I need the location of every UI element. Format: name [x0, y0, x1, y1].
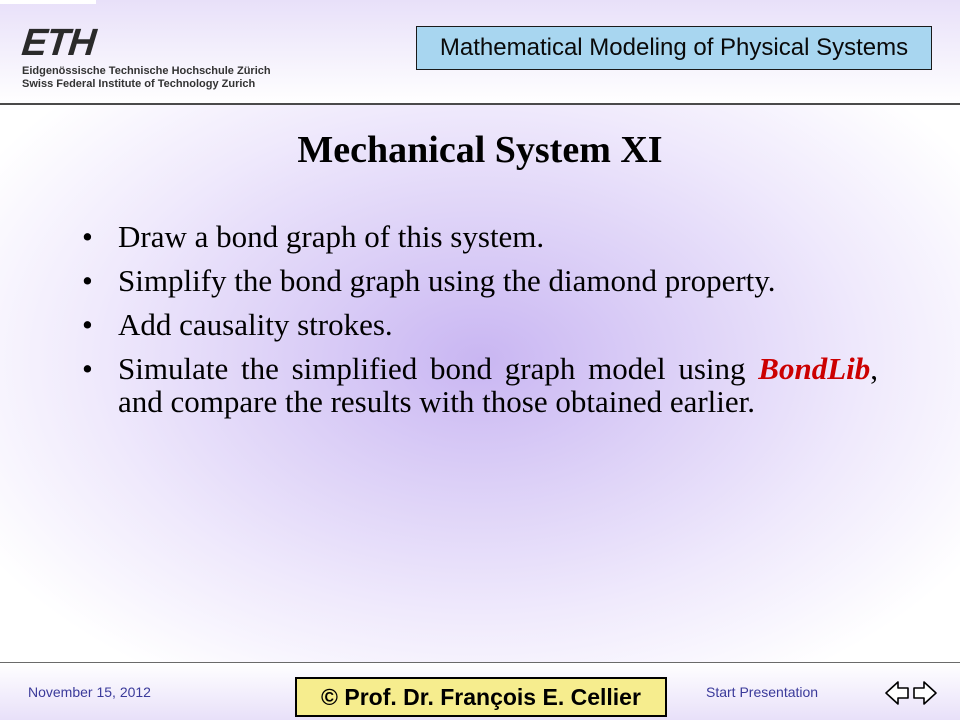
course-title-box	[416, 26, 932, 70]
bondlib-emphasis: BondLib	[758, 351, 871, 386]
navigation-arrows	[884, 678, 938, 708]
arrow-right-icon[interactable]	[914, 682, 936, 704]
bullet-text: Draw a bond graph of this system.	[118, 219, 545, 254]
bullet-dot: •	[82, 351, 93, 386]
bullet-dot: •	[82, 307, 93, 342]
bullet-dot: •	[82, 263, 93, 298]
bullet-item	[82, 352, 878, 418]
bullet-text: Simplify the bond graph using the diamond property.	[118, 263, 776, 298]
bullet-item	[82, 220, 878, 253]
start-presentation-link[interactable]: Start Presentation	[706, 684, 819, 700]
bullet-text-before: Simulate the simplified bond graph model using	[118, 351, 759, 386]
slide-title: Mechanical System XI	[297, 129, 663, 171]
bullet-text-after: , and compare the results with those obtained earlier.	[118, 351, 878, 419]
bullet-item	[82, 308, 878, 341]
course-title: Mathematical Modeling of Physical Systems	[439, 34, 909, 61]
bullet-text: Add causality strokes.	[118, 307, 393, 342]
author-credit: © Prof. Dr. François E. Cellier	[321, 683, 641, 710]
arrow-left-icon[interactable]	[886, 682, 908, 704]
eth-logo-line-german: Eidgenössische Technische Hochschule Zürich	[22, 65, 271, 77]
bullet-list	[82, 220, 878, 429]
footer-date: November 15, 2012	[28, 684, 151, 700]
bullet-dot: •	[82, 219, 93, 254]
eth-logo-word: ETH	[19, 22, 98, 64]
eth-logo	[19, 22, 271, 90]
header-corner	[0, 0, 96, 4]
header-divider	[0, 103, 960, 105]
author-box	[295, 677, 667, 717]
eth-logo-line-english: Swiss Federal Institute of Technology Zurich	[22, 78, 256, 90]
bullet-item	[82, 264, 878, 297]
